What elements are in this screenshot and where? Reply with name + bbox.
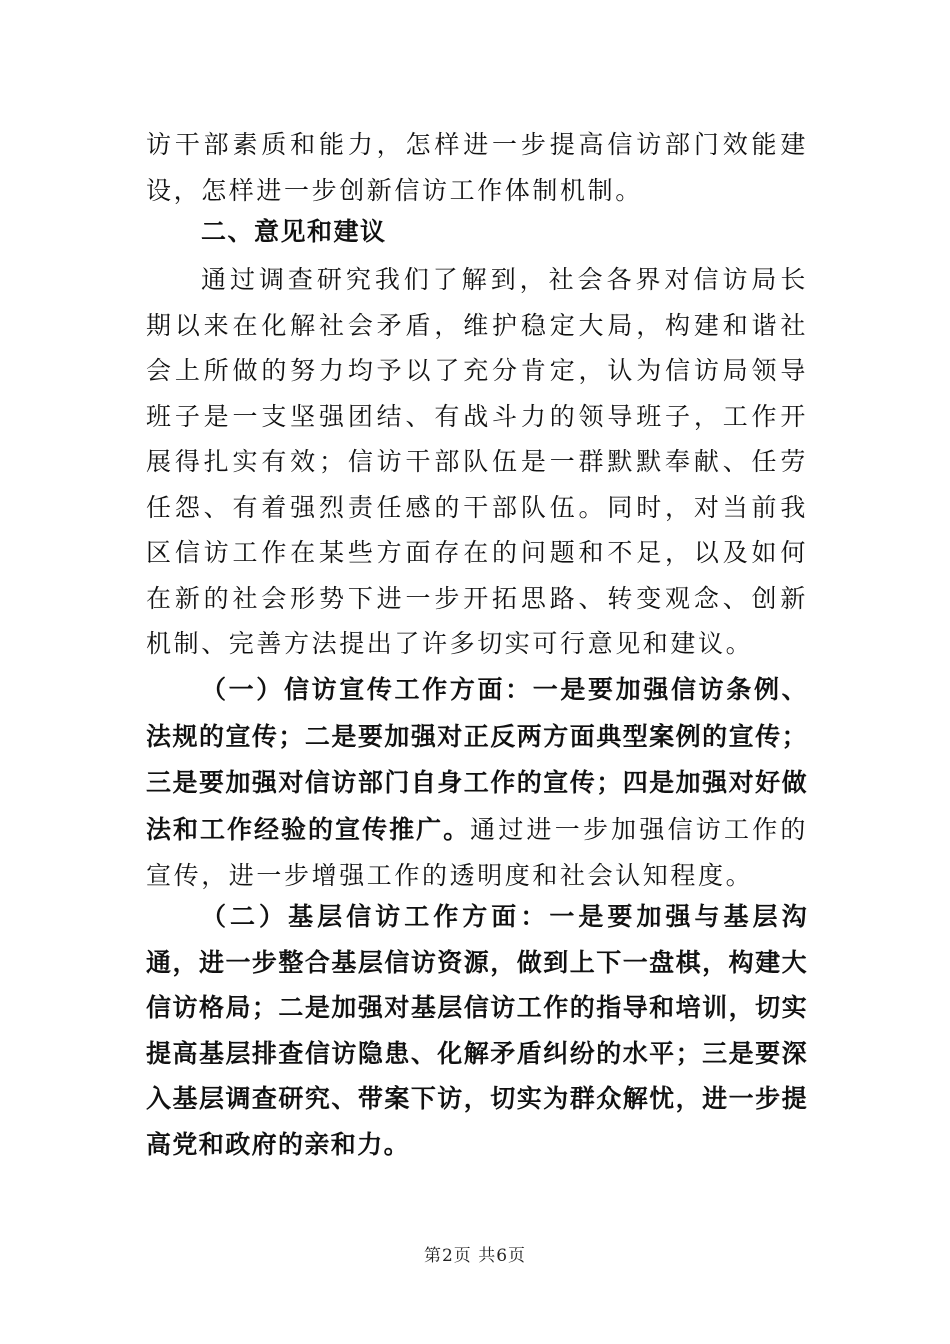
continuation-paragraph: 访干部素质和能力，怎样进一步提高信访部门效能建设，怎样进一步创新信访工作体制机制。	[146, 130, 808, 205]
item-one-paragraph	[146, 667, 808, 900]
item-two-paragraph: （二）基层信访工作方面：一是要加强与基层沟通，进一步整合基层信访资源，做到上下一盘棋，构建大信访格局；二是加强对基层信访工作的指导和培训，切实提高基层排查信访隐患、化解矛盾纠纷的水平；三是要深入基层调查研究、带案下访，切实为群众解忧，进一步提高党和政府的亲和力。	[146, 902, 808, 1159]
page-number-footer: 第2页 共6页	[423, 1246, 527, 1266]
item-one-normal-text: 通过进一步加强信访工作的宣传，进一步增强工作的透明度和社会认知程度。	[146, 814, 808, 890]
item-one-bold-text: （一）信访宣传工作方面：一是要加强信访条例、法规的宣传；二是要加强对正反两方面典型案例的宣传；三是要加强对信访部门自身工作的宣传；四是加强对好做法和工作经验的宣传推广。	[146, 675, 808, 844]
section-heading: 二、意见和建议	[201, 217, 387, 246]
intro-paragraph: 通过调查研究我们了解到，社会各界对信访局长期以来在化解社会矛盾，维护稳定大局，构建和谐社会上所做的努力均予以了充分肯定，认为信访局领导班子是一支坚强团结、有战斗力的领导班子，工作开展得扎实有效；信访干部队伍是一群默默奉献、任劳任怨、有着强烈责任感的干部队伍。同时，对当前我区信访工作在某些方面存在的问题和不足，以及如何在新的社会形势下进一步开拓思路、转变观念、创新机制、完善方法提出了许多切实可行意见和建议。	[146, 265, 808, 658]
